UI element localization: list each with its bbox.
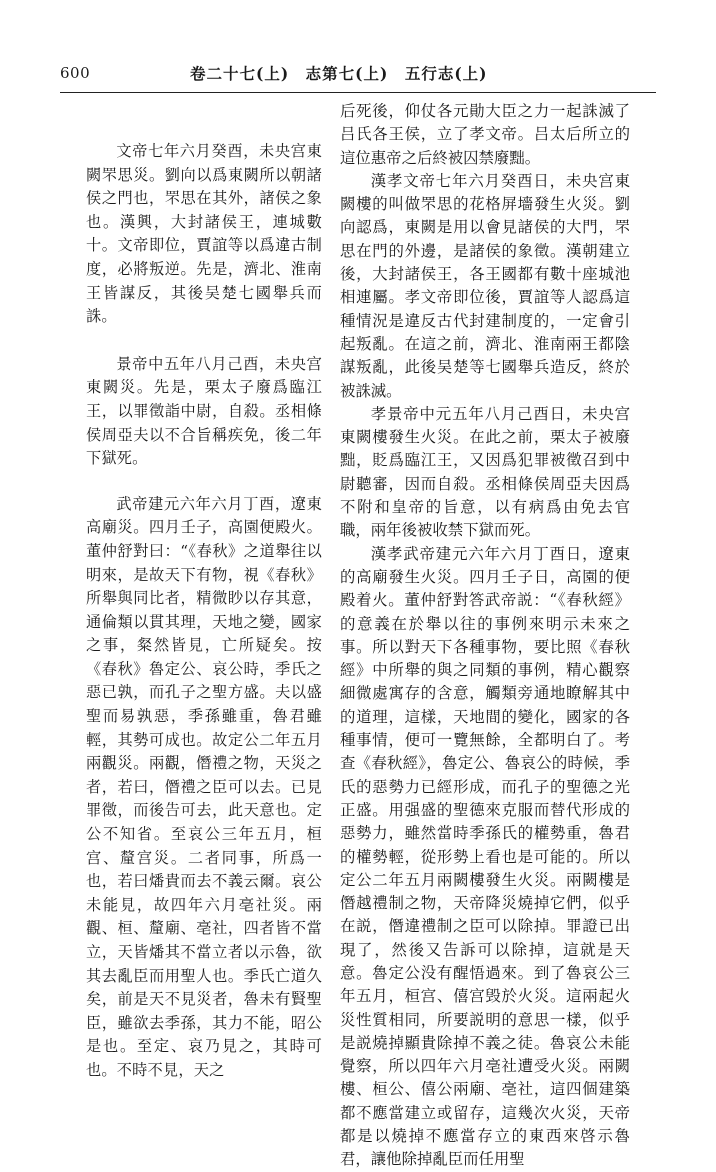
classical-text-column [86, 100, 322, 1083]
translation-paragraph: 孝景帝中元五年八月己酉日，未央宫東闕樓發生火災。在此之前，栗太子被廢黜，貶爲臨江王，又因爲犯罪被徵召到中尉聽審，因而自殺。丞相條侯周亞夫因爲不附和皇帝的旨意，以有病爲由免去官職，兩年後被收禁下獄而死。 [340, 404, 630, 540]
translation-paragraph: 漢孝文帝七年六月癸酉日，未央宫東闕樓的叫做罘思的花格屏墻發生火災。劉向認爲，東闕是用以會見諸侯的大門，罘思在門的外邊，是諸侯的象徵。漢朝建立後，大封諸侯王，各王國都有數十座城池相連屬。孝文帝即位後，賈誼等人認爲這種情況是違反古代封建制度的，一定會引起叛亂。在這之前，濟北、淮南兩王都陰謀叛亂，此後吴楚等七國舉兵造反，終於被誅滅。 [340, 171, 630, 400]
running-header [60, 58, 656, 93]
translation-column [340, 100, 630, 1172]
running-head-title: 卷二十七(上) 志第七(上) 五行志(上) [190, 64, 488, 83]
translation-paragraph: 后死後，仰仗各元勛大臣之力一起誅滅了吕氏各王侯，立了孝文帝。吕太后所立的這位惠帝之后終被囚禁廢黜。 [340, 102, 630, 167]
page-number: 600 [60, 64, 91, 82]
translation-paragraph: 漢孝武帝建元六年六月丁酉日，遼東的高廟發生火災。四月壬子日，高園的便殿着火。董仲舒對答武帝説：“《春秋經》的意義在於舉以往的事例來明示未來之事。所以對天下各種事物，要比照《春秋經》中所舉的與之同類的事例，精心觀察細微處寓存的含意，觸類旁通地瞭解其中的道理，這樣，天地間的變化，國家的各種事情，便可一覽無餘，全都明白了。考查《春秋經》，魯定公、魯哀公的時候，季氏的惡勢力已經形成，而孔子的聖德之光正盛。用强盛的聖德來克服而替代形成的惡勢力，雖然當時季孫氏的權勢重，魯君的權勢輕，從形勢上看也是可能的。所以定公二年五月兩闕樓發生火災。兩闕樓是僭越禮制之物，天帝降災燒掉它們，似乎在説，僭違禮制之臣可以除掉。罪證已出現了，然後又告訴可以除掉，這就是天意。魯定公没有醒悟過來。到了魯哀公三年五月，桓宫、僖宫毁於火災。這兩起火災性質相同，所要説明的意思一樣，似乎是説燒掉顯貴除掉不義之徒。魯哀公未能覺察，所以四年六月亳社遭受火災。兩闕樓、桓公、僖公兩廟、亳社，這四個建築都不應當建立或留存，這幾次火災，天帝都是以燒掉不應當存立的東西來啓示魯君，讓他除掉亂臣而任用聖 [340, 544, 630, 1169]
classical-paragraph: 景帝中五年八月己酉，未央宫東闕災。先是，栗太子廢爲臨江王，以罪徵詣中尉，自殺。丞相條侯周亞夫以不合旨稱疾免，後二年下獄死。 [86, 354, 322, 468]
classical-paragraph: 武帝建元六年六月丁酉，遼東高廟災。四月壬子，高園便殿火。董仲舒對曰：“《春秋》之道舉往以明來，是故天下有物，視《春秋》所舉與同比者，精微眇以存其意，通倫類以貫其理，天地之變，國家之事，粲然皆見，亡所疑矣。按《春秋》魯定公、哀公時，季氏之惡已孰，而孔子之聖方盛。夫以盛聖而易孰惡，季孫雖重，魯君雖輕，其勢可成也。故定公二年五月兩觀災。兩觀，僭禮之物，天災之者，若曰，僭禮之臣可以去。已見罪徵，而後告可去，此天意也。定公不知省。至哀公三年五月，桓宫、釐宫災。二者同事，所爲一也，若曰燔貴而去不義云爾。哀公未能見，故四年六月亳社災。兩觀、桓、釐廟、亳社，四者皆不當立，天皆燔其不當立者以示魯，欲其去亂臣而用聖人也。季氏亡道久矣，前是天不見災者，魯未有賢聖臣，雖欲去季孫，其力不能，昭公是也。至定、哀乃見之，其時可也。不時不見，天之 [86, 494, 322, 1079]
classical-paragraph: 文帝七年六月癸酉，未央宫東闕罘思災。劉向以爲東闕所以朝諸侯之門也，罘思在其外，諸侯之象也。漢興，大封諸侯王，連城數十。文帝即位，賈誼等以爲違古制度，必將叛逆。先是，濟北、淮南王皆謀反，其後吴楚七國舉兵而誅。 [86, 142, 322, 326]
